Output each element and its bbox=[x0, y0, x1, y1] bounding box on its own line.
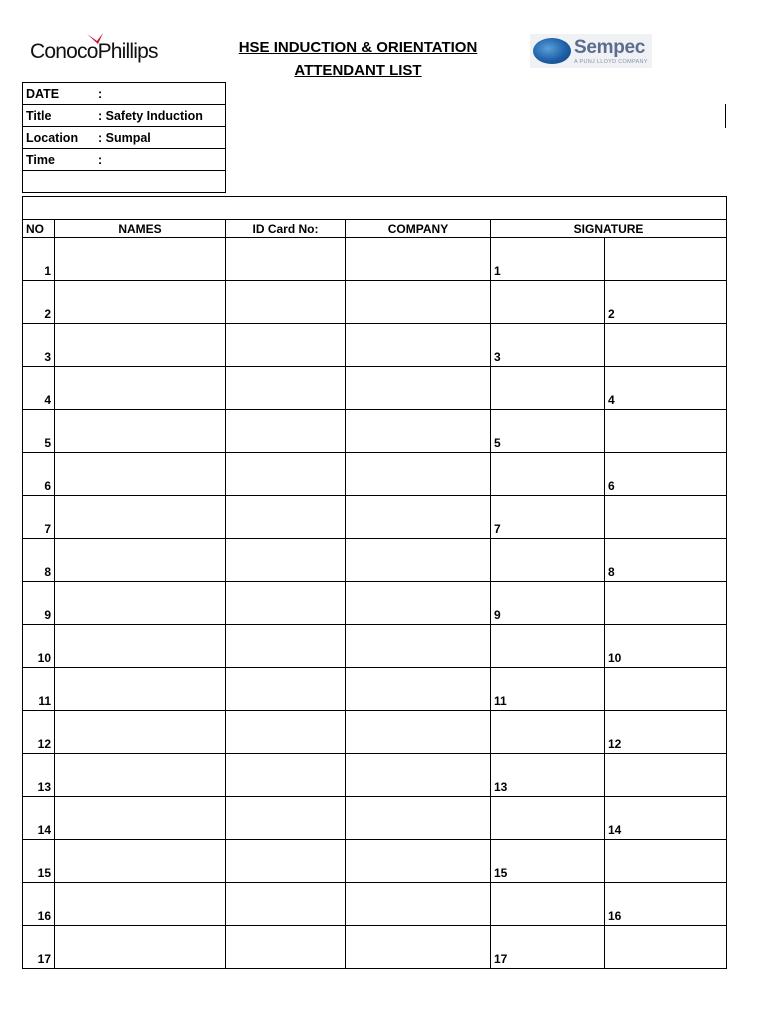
signature-cell-right[interactable]: 8 bbox=[605, 539, 727, 582]
id-card-cell[interactable] bbox=[226, 754, 346, 797]
logo-left-text: ConocoPhillips bbox=[30, 40, 158, 63]
attendance-table bbox=[22, 196, 727, 969]
name-cell[interactable] bbox=[55, 496, 226, 539]
row-number: 4 bbox=[23, 367, 55, 410]
id-card-cell[interactable] bbox=[226, 625, 346, 668]
table-row bbox=[23, 625, 727, 668]
name-cell[interactable] bbox=[55, 711, 226, 754]
signature-cell-right[interactable] bbox=[605, 496, 727, 539]
signature-cell-left[interactable]: 15 bbox=[491, 840, 605, 883]
name-cell[interactable] bbox=[55, 625, 226, 668]
signature-cell-left[interactable]: 5 bbox=[491, 410, 605, 453]
sempec-name: Sempec bbox=[574, 37, 646, 58]
name-cell[interactable] bbox=[55, 367, 226, 410]
info-row-time bbox=[23, 149, 226, 171]
name-cell[interactable] bbox=[55, 754, 226, 797]
id-card-cell[interactable] bbox=[226, 324, 346, 367]
margin-mark bbox=[725, 104, 726, 128]
signature-cell-right[interactable] bbox=[605, 410, 727, 453]
table-row bbox=[23, 367, 727, 410]
signature-cell-right[interactable]: 12 bbox=[605, 711, 727, 754]
name-cell[interactable] bbox=[55, 539, 226, 582]
signature-cell-left[interactable] bbox=[491, 539, 605, 582]
table-row bbox=[23, 238, 727, 281]
signature-cell-left[interactable]: 11 bbox=[491, 668, 605, 711]
company-cell[interactable] bbox=[346, 754, 491, 797]
id-card-cell[interactable] bbox=[226, 281, 346, 324]
name-cell[interactable] bbox=[55, 797, 226, 840]
date-label: DATE bbox=[26, 86, 60, 101]
row-number: 9 bbox=[23, 582, 55, 625]
table-row bbox=[23, 324, 727, 367]
row-number: 1 bbox=[23, 238, 55, 281]
info-row-location bbox=[23, 127, 226, 149]
signature-cell-right[interactable] bbox=[605, 840, 727, 883]
signature-cell-left[interactable] bbox=[491, 281, 605, 324]
name-cell[interactable] bbox=[55, 453, 226, 496]
table-spacer-row bbox=[23, 197, 727, 220]
id-card-cell[interactable] bbox=[226, 668, 346, 711]
company-cell[interactable] bbox=[346, 840, 491, 883]
id-card-cell[interactable] bbox=[226, 840, 346, 883]
row-number: 5 bbox=[23, 410, 55, 453]
row-number: 8 bbox=[23, 539, 55, 582]
table-row bbox=[23, 797, 727, 840]
table-row bbox=[23, 840, 727, 883]
header-company: COMPANY bbox=[346, 220, 491, 238]
row-number: 17 bbox=[23, 926, 55, 969]
signature-cell-right[interactable] bbox=[605, 926, 727, 969]
signature-cell-left[interactable] bbox=[491, 625, 605, 668]
header-names: NAMES bbox=[55, 220, 226, 238]
id-card-cell[interactable] bbox=[226, 367, 346, 410]
signature-cell-right[interactable]: 14 bbox=[605, 797, 727, 840]
id-card-cell[interactable] bbox=[226, 410, 346, 453]
table-row bbox=[23, 711, 727, 754]
signature-cell-right[interactable] bbox=[605, 238, 727, 281]
row-number: 3 bbox=[23, 324, 55, 367]
signature-cell-left[interactable] bbox=[491, 797, 605, 840]
id-card-cell[interactable] bbox=[226, 582, 346, 625]
company-cell[interactable] bbox=[346, 711, 491, 754]
header-signature: SIGNATURE bbox=[491, 220, 727, 238]
signature-cell-left[interactable]: 9 bbox=[491, 582, 605, 625]
id-card-cell[interactable] bbox=[226, 453, 346, 496]
title-line-1: HSE INDUCTION & ORIENTATION bbox=[238, 39, 478, 56]
signature-cell-left[interactable]: 3 bbox=[491, 324, 605, 367]
signature-cell-right[interactable]: 2 bbox=[605, 281, 727, 324]
table-row bbox=[23, 668, 727, 711]
info-row-blank bbox=[23, 171, 226, 193]
id-card-cell[interactable] bbox=[226, 883, 346, 926]
company-cell[interactable] bbox=[346, 281, 491, 324]
company-cell[interactable] bbox=[346, 926, 491, 969]
signature-cell-left[interactable] bbox=[491, 453, 605, 496]
header-no: NO bbox=[23, 220, 55, 238]
table-row bbox=[23, 883, 727, 926]
table-row bbox=[23, 582, 727, 625]
signature-cell-right[interactable]: 4 bbox=[605, 367, 727, 410]
conocophillips-logo bbox=[30, 40, 158, 64]
name-cell[interactable] bbox=[55, 926, 226, 969]
time-value: : bbox=[98, 152, 103, 167]
time-label: Time bbox=[26, 152, 55, 167]
id-card-cell[interactable] bbox=[226, 539, 346, 582]
name-cell[interactable] bbox=[55, 582, 226, 625]
signature-cell-left[interactable]: 1 bbox=[491, 238, 605, 281]
company-cell[interactable] bbox=[346, 668, 491, 711]
id-card-cell[interactable] bbox=[226, 496, 346, 539]
signature-cell-left[interactable] bbox=[491, 711, 605, 754]
signature-cell-right[interactable]: 16 bbox=[605, 883, 727, 926]
document-title bbox=[228, 36, 488, 82]
signature-cell-left[interactable] bbox=[491, 883, 605, 926]
date-value: : bbox=[98, 86, 103, 101]
name-cell[interactable] bbox=[55, 410, 226, 453]
company-cell[interactable] bbox=[346, 625, 491, 668]
sempec-mark-icon bbox=[533, 38, 571, 64]
name-cell[interactable] bbox=[55, 238, 226, 281]
title-label: Title bbox=[26, 108, 52, 123]
row-number: 2 bbox=[23, 281, 55, 324]
id-card-cell[interactable] bbox=[226, 711, 346, 754]
header-id-card: ID Card No: bbox=[226, 220, 346, 238]
info-row-date bbox=[23, 83, 226, 105]
conocophillips-swoosh-icon bbox=[85, 32, 105, 46]
location-value: : Sumpal bbox=[98, 130, 151, 145]
row-number: 16 bbox=[23, 883, 55, 926]
row-number: 11 bbox=[23, 668, 55, 711]
company-cell[interactable] bbox=[346, 324, 491, 367]
row-number: 15 bbox=[23, 840, 55, 883]
table-row bbox=[23, 453, 727, 496]
name-cell[interactable] bbox=[55, 883, 226, 926]
signature-cell-right[interactable]: 6 bbox=[605, 453, 727, 496]
company-cell[interactable] bbox=[346, 582, 491, 625]
table-row bbox=[23, 926, 727, 969]
sempec-logo bbox=[530, 34, 652, 68]
title-line-2: ATTENDANT LIST bbox=[294, 62, 422, 79]
info-table bbox=[22, 82, 226, 193]
company-cell[interactable] bbox=[346, 883, 491, 926]
table-row bbox=[23, 754, 727, 797]
company-cell[interactable] bbox=[346, 410, 491, 453]
id-card-cell[interactable] bbox=[226, 797, 346, 840]
title-value: : Safety Induction bbox=[98, 108, 203, 123]
table-row bbox=[23, 410, 727, 453]
company-cell[interactable] bbox=[346, 453, 491, 496]
company-cell[interactable] bbox=[346, 367, 491, 410]
signature-cell-left[interactable]: 17 bbox=[491, 926, 605, 969]
company-cell[interactable] bbox=[346, 797, 491, 840]
name-cell[interactable] bbox=[55, 840, 226, 883]
signature-cell-right[interactable]: 10 bbox=[605, 625, 727, 668]
signature-cell-right[interactable] bbox=[605, 582, 727, 625]
info-row-title bbox=[23, 105, 226, 127]
signature-cell-left[interactable]: 7 bbox=[491, 496, 605, 539]
table-row bbox=[23, 539, 727, 582]
signature-cell-right[interactable] bbox=[605, 754, 727, 797]
row-number: 6 bbox=[23, 453, 55, 496]
table-row bbox=[23, 496, 727, 539]
sempec-tagline: A PUNJ LLOYD COMPANY bbox=[574, 59, 648, 65]
location-label: Location bbox=[26, 130, 79, 145]
signature-cell-left[interactable]: 13 bbox=[491, 754, 605, 797]
company-cell[interactable] bbox=[346, 238, 491, 281]
signature-cell-left[interactable] bbox=[491, 367, 605, 410]
table-row bbox=[23, 281, 727, 324]
row-number: 12 bbox=[23, 711, 55, 754]
signature-cell-right[interactable] bbox=[605, 324, 727, 367]
id-card-cell[interactable] bbox=[226, 926, 346, 969]
company-cell[interactable] bbox=[346, 539, 491, 582]
company-cell[interactable] bbox=[346, 496, 491, 539]
row-number: 10 bbox=[23, 625, 55, 668]
row-number: 7 bbox=[23, 496, 55, 539]
table-header-row bbox=[23, 220, 727, 238]
row-number: 13 bbox=[23, 754, 55, 797]
signature-cell-right[interactable] bbox=[605, 668, 727, 711]
name-cell[interactable] bbox=[55, 668, 226, 711]
id-card-cell[interactable] bbox=[226, 238, 346, 281]
name-cell[interactable] bbox=[55, 324, 226, 367]
row-number: 14 bbox=[23, 797, 55, 840]
name-cell[interactable] bbox=[55, 281, 226, 324]
